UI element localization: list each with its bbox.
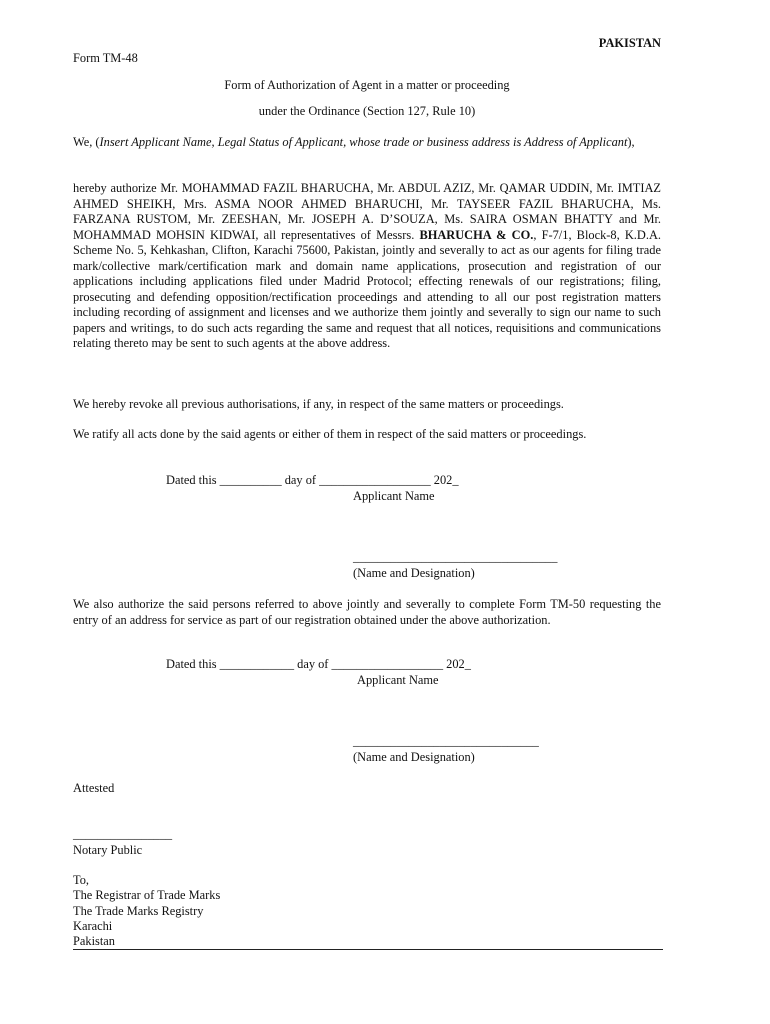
to-label: To, xyxy=(73,873,89,887)
tm50-authorization-paragraph: We also authorize the said persons referred to above jointly and severally to complete Form TM-50 requesting the entry of an address for service as part of our registration obtained under the above authorization. xyxy=(73,597,661,627)
applicant-name-label-1: Applicant Name xyxy=(353,489,435,503)
ratify-paragraph: We ratify all acts done by the said agents or either of them in respect of the said matters or proceedings. xyxy=(73,427,587,441)
we-prefix: We, ( xyxy=(73,135,100,149)
name-designation-label-1: (Name and Designation) xyxy=(353,566,475,580)
notary-public-label: Notary Public xyxy=(73,843,143,857)
revoke-paragraph: We hereby revoke all previous authorisations, if any, in respect of the same matters or proceedings. xyxy=(73,397,564,411)
dated-line-1: Dated this __________ day of __________________ 202_ xyxy=(166,473,459,487)
applicant-placeholder: Insert Applicant Name, Legal Status of Applicant, whose trade or business address is Address of Applicant xyxy=(99,135,628,149)
dated-line-2: Dated this ____________ day of __________________ 202_ xyxy=(166,657,471,671)
form-title-line-2: under the Ordinance (Section 127, Rule 10) xyxy=(258,104,476,118)
authorization-text-start: hereby authorize Mr. MOHAMMAD FAZIL BHARUCHA, Mr. ABDUL AZIZ, Mr. QAMAR UDDIN, Mr. IMTIAZ AHMED SHEIKH, Mrs. ASMA NOOR AHMED BHARUCHI, Mr. TAYSEER FAZIL BHARUCHA, Ms. FARZANA RUSTOM, Mr. ZEESHAN, Mr. JOSEPH A. D’SOUZA, Ms. SAIRA OSMAN BHATTY and Mr. MOHAMMAD MOHSIN KIDWAI, all representatives of Messrs. xyxy=(73,181,661,242)
country-heading: PAKISTAN xyxy=(598,36,661,50)
form-number: Form TM-48 xyxy=(73,51,138,65)
authorization-text-end: , F-7/1, Block-8, K.D.A. Scheme No. 5, Kehkashan, Clifton, Karachi 75600, Pakistan, jointly and severally to act as our agents for filing trade mark/collective mark/certification mark and domain name applications, prosecution and registration of our applications including applications filed under Madrid Protocol; effecting renewals of our registrations; filing, prosecuting and defending opposition/rectification proceedings and attending to all our post registration matters including recording of assignment and licenses and we authorize them jointly and severally to sign our name to such papers and writings, to do such acts regarding the same and request that all notices, requisitions and communications relating thereto may be sent to such agents at the above address. xyxy=(73,227,661,350)
attested-label: Attested xyxy=(73,781,115,795)
signature-line-1: _________________________________ xyxy=(353,550,558,564)
authorization-paragraph xyxy=(73,181,661,352)
applicant-intro-paragraph xyxy=(73,135,661,151)
address-line-country: Pakistan xyxy=(73,934,115,948)
applicant-name-label-2: Applicant Name xyxy=(357,673,439,687)
address-line-city: Karachi xyxy=(73,919,113,933)
bottom-divider xyxy=(73,949,663,950)
notary-signature-line: ________________ xyxy=(73,827,173,841)
address-line-registrar: The Registrar of Trade Marks xyxy=(73,888,221,902)
firm-name: BHARUCHA & CO. xyxy=(419,227,534,242)
name-designation-label-2: (Name and Designation) xyxy=(353,750,475,764)
form-title-line-1: Form of Authorization of Agent in a matter or proceeding xyxy=(224,78,510,92)
address-line-registry: The Trade Marks Registry xyxy=(73,904,204,918)
we-suffix: ), xyxy=(627,135,635,149)
signature-line-2: ______________________________ xyxy=(353,734,539,748)
